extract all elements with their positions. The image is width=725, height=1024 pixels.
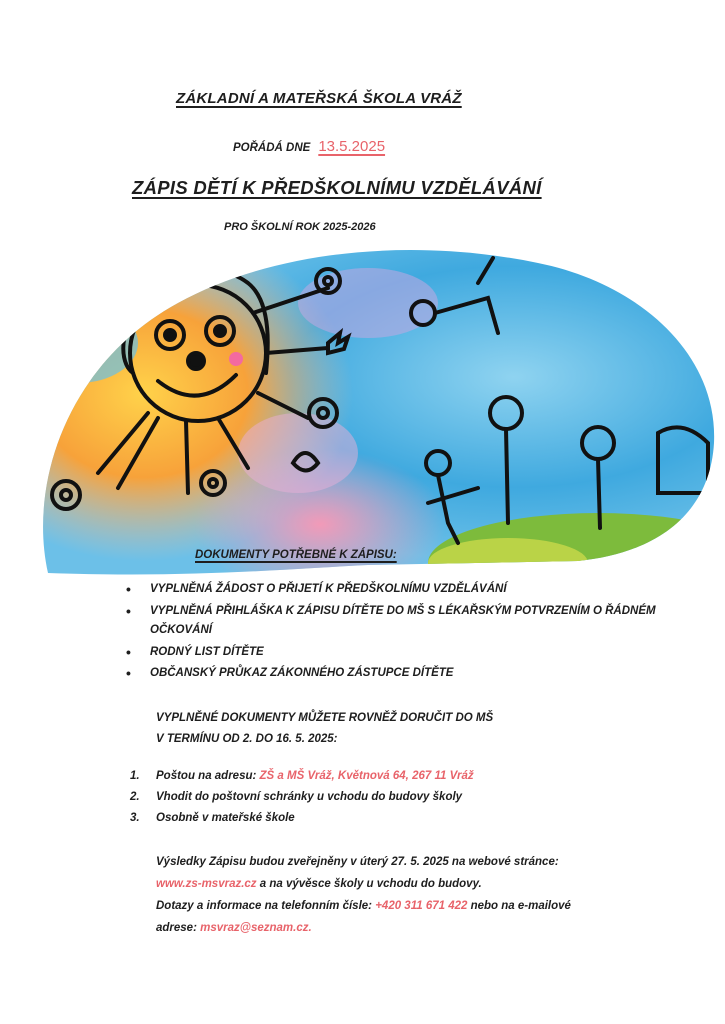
results-info bbox=[156, 851, 696, 939]
school-name: ZÁKLADNÍ A MATEŘSKÁ ŠKOLA VRÁŽ bbox=[176, 90, 462, 107]
step-number: 3. bbox=[130, 812, 140, 824]
email-link[interactable]: msvraz@seznam.cz. bbox=[200, 922, 312, 934]
step-text: Poštou na adresu: bbox=[156, 770, 260, 782]
date-line bbox=[233, 138, 385, 155]
list-item: • VYPLNĚNÁ PŘIHLÁŠKA K ZÁPISU DÍTĚTE DO MŠ S LÉKAŘSKÝM POTVRZENÍM O ŘÁDNÉM OČKOVÁNÍ bbox=[118, 602, 678, 641]
contact-text: Dotazy a informace na telefonním čísle: bbox=[156, 900, 376, 912]
documents-title: DOKUMENTY POTŘEBNÉ K ZÁPISU: bbox=[195, 549, 397, 561]
school-year: PRO ŠKOLNÍ ROK 2025-2026 bbox=[224, 221, 376, 233]
email-line bbox=[156, 917, 696, 939]
results-line-2 bbox=[156, 873, 696, 895]
contact-line bbox=[156, 895, 696, 917]
step-number: 2. bbox=[130, 791, 140, 803]
event-date: 13.5.2025 bbox=[318, 138, 386, 155]
step-text: Osobně v mateřské škole bbox=[156, 812, 295, 824]
school-address: ZŠ a MŠ Vráž, Květnová 64, 267 11 Vráž bbox=[259, 770, 474, 782]
organizes-label: POŘÁDÁ DNE bbox=[233, 142, 311, 154]
list-item: • RODNÝ LIST DÍTĚTE bbox=[118, 643, 678, 663]
page-title: ZÁPIS DĚTÍ K PŘEDŠKOLNÍMU VZDĚLÁVÁNÍ bbox=[132, 177, 542, 198]
step-number: 1. bbox=[130, 770, 140, 782]
delivery-steps bbox=[130, 766, 670, 829]
results-line-1: Výsledky Zápisu budou zveřejněny v úterý 27. 5. 2025 na webové stránce: bbox=[156, 856, 559, 868]
delivery-line-1: VYPLNĚNÉ DOKUMENTY MŮŽETE ROVNĚŽ DORUČIT DO MŠ bbox=[156, 712, 494, 724]
or-email-text: nebo na e-mailové bbox=[467, 900, 571, 912]
list-item bbox=[130, 766, 670, 787]
address-label: adrese: bbox=[156, 922, 201, 934]
phone-number[interactable]: +420 311 671 422 bbox=[375, 900, 468, 912]
list-item: • VYPLNĚNÁ ŽÁDOST O PŘIJETÍ K PŘEDŠKOLNÍMU VZDĚLÁVÁNÍ bbox=[118, 580, 678, 600]
step-text: Vhodit do poštovní schránky u vchodu do budovy školy bbox=[156, 791, 463, 803]
website-link[interactable]: www.zs-msvraz.cz bbox=[156, 878, 257, 890]
list-item bbox=[130, 808, 670, 829]
delivery-info bbox=[156, 708, 493, 750]
list-item bbox=[130, 787, 670, 808]
results-line-2-rest: a na vývěsce školy u vchodu do budovy. bbox=[256, 878, 482, 890]
list-item: • OBČANSKÝ PRŮKAZ ZÁKONNÉHO ZÁSTUPCE DÍTĚTE bbox=[118, 664, 678, 684]
children-drawing-illustration bbox=[38, 243, 718, 578]
delivery-line-2: V TERMÍNU OD 2. DO 16. 5. 2025: bbox=[156, 733, 338, 745]
documents-list bbox=[118, 580, 678, 686]
